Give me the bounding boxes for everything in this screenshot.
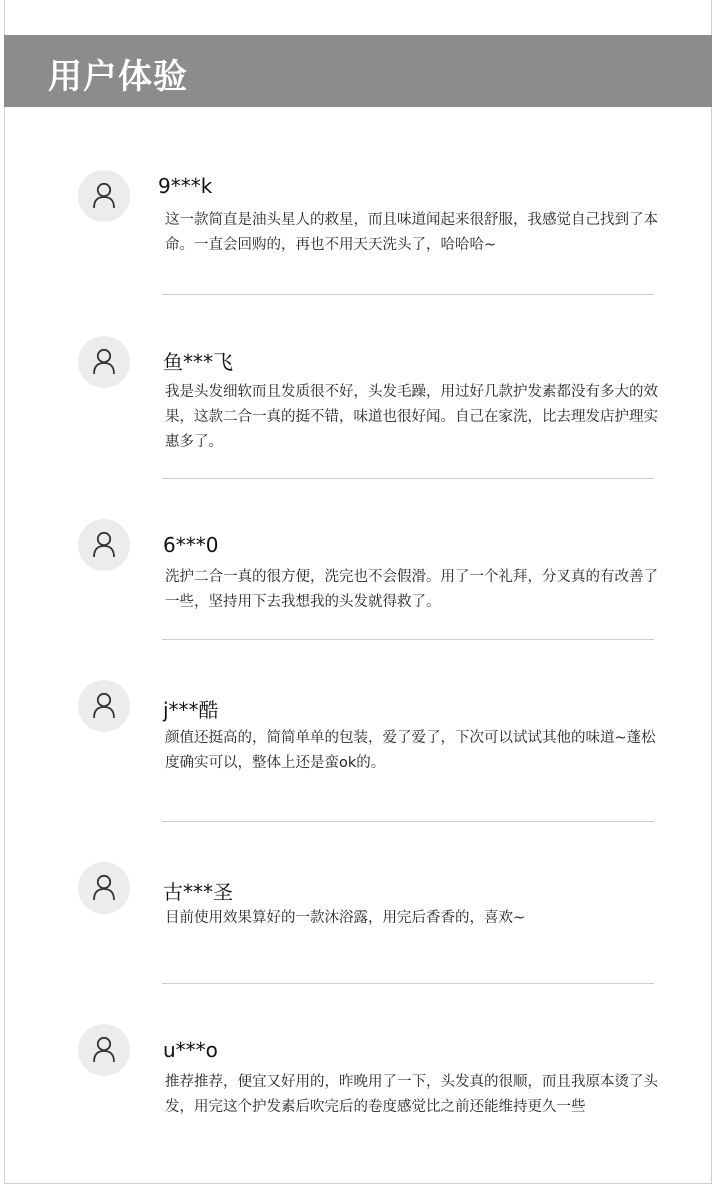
review-text: 我是头发细软而且发质很不好，头发毛躁，用过好几款护发素都没有多大的效果，这款二合一真的挺不错，味道也很好闻。自己在家洗，比去理发店护理实惠多了。 — [165, 384, 658, 450]
user-icon — [92, 692, 116, 720]
divider — [162, 821, 654, 822]
review-username: 9***k — [158, 174, 213, 198]
avatar — [78, 519, 130, 571]
review-text: 颜值还挺高的，简简单单的包装，爱了爱了，下次可以试试其他的味道~蓬松度确实可以，整体上还是蛮ok的。 — [165, 730, 656, 771]
section-title: 用户体验 — [48, 57, 188, 97]
review-username: 古***圣 — [163, 880, 233, 904]
user-icon — [92, 874, 116, 902]
review-username: j***酷 — [163, 698, 219, 722]
avatar — [78, 170, 130, 222]
divider — [162, 639, 654, 640]
avatar — [78, 1024, 130, 1076]
review-username: 6***0 — [163, 533, 219, 557]
avatar — [78, 336, 130, 388]
review-text: 这一款简直是油头星人的救星，而且味道闻起来很舒服，我感觉自己找到了本命。一直会回购的，再也不用天天洗头了，哈哈哈~ — [165, 212, 658, 253]
review-text: 目前使用效果算好的一款沐浴露，用完后香香的，喜欢~ — [165, 910, 526, 926]
review-text: 推荐推荐，便宜又好用的，昨晚用了一下，头发真的很顺，而且我原本烫了头发，用完这个护发素后吹完后的卷度感觉比之前还能维持更久一些 — [165, 1074, 658, 1115]
divider — [162, 983, 654, 984]
user-icon — [92, 182, 116, 210]
review-text: 洗护二合一真的很方便，洗完也不会假滑。用了一个礼拜，分叉真的有改善了一些，坚持用下去我想我的头发就得救了。 — [165, 569, 658, 610]
review-username: 鱼***飞 — [163, 350, 233, 374]
section-header — [4, 35, 712, 107]
user-icon — [92, 348, 116, 376]
divider — [162, 294, 654, 295]
review-username: u***o — [163, 1038, 218, 1062]
user-icon — [92, 531, 116, 559]
avatar — [78, 680, 130, 732]
divider — [162, 478, 654, 479]
avatar — [78, 862, 130, 914]
user-icon — [92, 1036, 116, 1064]
